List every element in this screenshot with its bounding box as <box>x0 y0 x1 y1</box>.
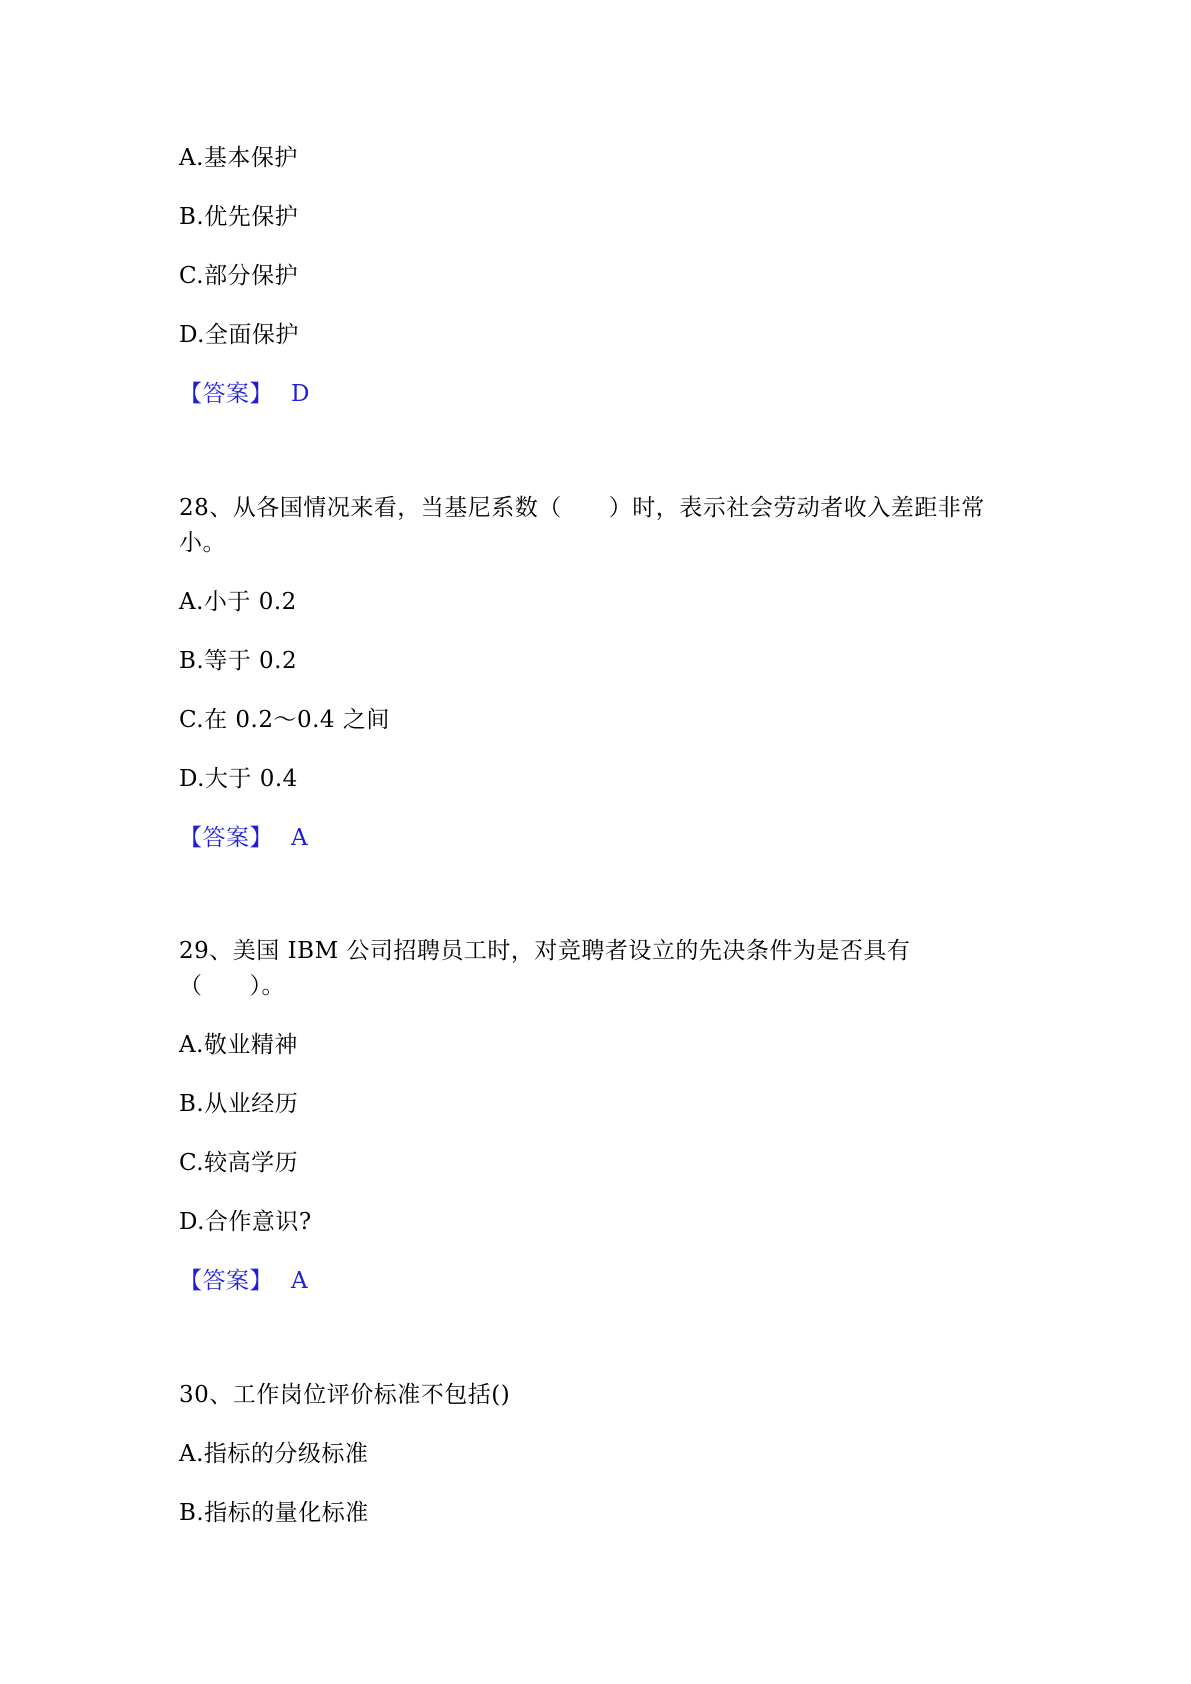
q28-answer <box>179 822 308 854</box>
answer-label: 【答案】 <box>179 825 273 851</box>
q27-option-a: A.基本保护 <box>179 145 298 171</box>
q28-question-line2: 小。 <box>179 530 226 556</box>
q29-option-d: D.合作意识? <box>179 1209 312 1235</box>
q29-option-b: B.从业经历 <box>179 1091 299 1117</box>
answer-value: A <box>291 825 309 851</box>
answer-value: D <box>291 381 310 407</box>
answer-label: 【答案】 <box>179 381 273 407</box>
q29-answer <box>179 1265 308 1297</box>
q30-question-line1: 30、工作岗位评价标准不包括() <box>179 1382 511 1408</box>
answer-label: 【答案】 <box>179 1268 273 1294</box>
q27-option-d: D.全面保护 <box>179 322 299 348</box>
q29-question-line2: （ ）。 <box>179 973 285 999</box>
q27-option-b: B.优先保护 <box>179 204 299 230</box>
q28-question-line1: 28、从各国情况来看，当基尼系数（ ）时，表示社会劳动者收入差距非常 <box>179 495 985 521</box>
q29-option-a: A.敬业精神 <box>179 1032 298 1058</box>
q28-option-b: B.等于 0.2 <box>179 648 298 674</box>
q28-option-a: A.小于 0.2 <box>179 589 297 615</box>
q28-option-c: C.在 0.2～0.4 之间 <box>179 707 390 733</box>
answer-value: A <box>291 1268 309 1294</box>
q27-option-c: C.部分保护 <box>179 263 299 289</box>
q29-question-line1: 29、美国 IBM 公司招聘员工时，对竞聘者设立的先决条件为是否具有 <box>179 938 911 964</box>
q30-option-b: B.指标的量化标准 <box>179 1500 369 1526</box>
q30-option-a: A.指标的分级标准 <box>179 1441 369 1467</box>
q28-option-d: D.大于 0.4 <box>179 766 298 792</box>
q27-answer <box>179 378 310 410</box>
q29-option-c: C.较高学历 <box>179 1150 299 1176</box>
